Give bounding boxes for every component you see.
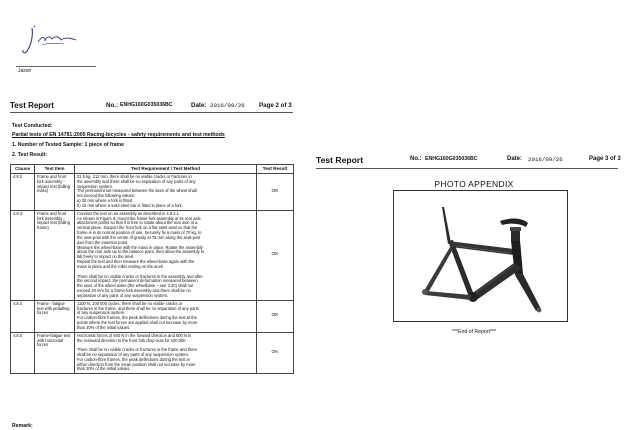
remark-label: Remark: [12,423,33,429]
report-header [316,155,636,167]
requirement-line: Horizontal forces of 600 N in the forward direction and 600 N in [77,332,192,338]
clause-cell: 4.8.2 [11,174,35,211]
requirement-line: than 20% of the initial values. [77,324,131,330]
clause-cell: 4.8.4 [11,300,35,332]
header-rule [10,112,293,113]
requirement-line: about the rear axle up to the balance point, then allow the assembly to [77,249,205,255]
requirement-line: the axes of the wheel axles (the wheelbase – see 3.20) shall not [77,283,194,289]
requirement-cell [75,210,257,300]
report-no-value: ENHG160G035036BC [120,102,173,108]
clause-cell: 4.8.3 [11,210,35,300]
requirement-line: the rearward direction to the front fork drop-outs for 100,000 [77,337,186,343]
column-header-requirement: Test Requirement / Test Method [75,165,257,174]
requirement-line: shall be no separation of any parts of any suspension system. [77,351,189,357]
frame-photo [393,190,568,322]
page-number: Page 2 of 3 [259,102,292,109]
requirement-line: 1100 N, 100 000 cycles, there shall be no visible cracks or [77,300,183,306]
report-page-3 [308,0,640,430]
report-page-2 [0,0,300,430]
result-cell: OK [257,174,294,211]
requirement-line: of any suspension system. [77,310,126,316]
result-cell: OK [257,210,294,300]
requirement-line: As shown in Figure 8, mount the frame-fork assembly at its rear axle [77,215,201,221]
requirement-line: points where the test forces are applied shall not increase by more [77,320,198,326]
requirement-line: vertical plane. Support the front fork on a flat steel anvil so that the [77,225,198,231]
requirement-line: the seat-post with the centre of gravity at 75 mm along the seat-post [77,234,201,240]
requirement-line: the second impact, the permanent deformation measured between [77,278,198,284]
requirement-line: the assembly and there shall be no separation of any parts of any [77,178,196,184]
requirement-line: than 20% of the initial values. [77,366,131,372]
requirement-line: There shall be no visible cracks or fractures in the frame and there [77,347,198,353]
requirement-line: not exceed the following values: [77,193,136,199]
column-header-clause: Clause [11,165,35,174]
requirement-line: fractures in the frame, and there shall be no separation of any parts [77,305,199,311]
report-header [10,101,296,111]
report-date-label: Date: [507,156,523,162]
clause-cell: 4.8.5 [11,332,35,374]
column-header-test-item: Test Item [35,165,75,174]
requirement-line: Conduct the test on an assembly as described in 4.8.2.1. [77,210,181,216]
test-item-cell: Frame-fatigue test with horizontal forces [35,332,75,374]
result-cell: OK [257,300,294,332]
requirement-line: mass in place and the roller resting on the anvil. [77,263,164,269]
requirement-cell [75,174,257,211]
report-title: Test Report [316,155,364,165]
table-header-row [11,165,294,174]
table-row [11,174,294,211]
requirement-cell [75,332,257,374]
photo-appendix-title: PHOTO APPENDIX [434,179,514,189]
test-item-cell: Frame and front fork assembly - impact test (falling frame) [35,210,75,300]
requirement-line: separation of any parts of any suspension system. [77,292,169,298]
report-no-label: No.: [410,156,422,162]
requirement-line: The permanent set measured between the axes of the wheel shall [77,188,197,194]
result-cell: OK [257,332,294,374]
requirement-line: Repeat the test and then measure the wheel-base again with the [77,259,195,265]
report-date-label: Date: [191,102,207,109]
table-row [11,210,294,300]
requirement-line: b) 15 mm where a solid steel bar is fitted in place of a fork. [77,202,183,208]
requirement-line: attachment points so that it is free to rotate about the rear axle in a [77,220,198,226]
requirement-cell [75,300,257,332]
requirement-line: Measure the wheel-base with the mass in place. Rotate the assembly [77,244,203,250]
signature-name: Jason [18,68,32,74]
requirement-line: fall freely to impact on the anvil. [77,254,135,260]
test-item-cell: Frame - fatigue test with pedalling forces [35,300,75,332]
requirement-line: exceed 10 mm for a frame-fork assembly and there shall be no [77,288,191,294]
report-no-label: No.: [106,102,119,109]
requirement-line: axis from the insertion point. [77,239,129,245]
requirement-line: For carbon-fibre frames, the peak deflections during the test at the [77,315,197,321]
report-date-value: 2016/09/26 [210,102,245,109]
requirement-line: frame is in its normal position of use. Securely fix a mass of 70 kg, to [77,230,202,236]
test-result-table [10,164,294,374]
header-rule [316,168,618,169]
test-result-heading: 2. Test Result: [12,152,48,158]
requirement-line: a) 30 mm where a fork is fitted [77,198,133,204]
standard-title: Partial tests of EN 14781:2005 Racing-bicycles - safety requirements and test methods [12,132,225,138]
report-title: Test Report [10,101,54,110]
end-of-report: ***End of Report*** [451,329,497,335]
requirement-line: 22.5 kg, 212 mm, there shall be no visible cracks or fractures in [77,174,192,179]
page-number: Page 3 of 3 [589,156,621,162]
requirement-line: suspension system. [77,183,113,189]
requirement-line: either direction from the mean position shall not increase by more [77,361,196,367]
handwritten-signature [18,24,88,60]
sample-count: 1. Number of Tested Sample: 1 piece of frame [12,142,125,148]
test-conducted-label: Test Conducted: [12,123,53,129]
signature-line [16,66,96,67]
test-item-cell: Frame and front fork assembly - impact test (falling mass) [35,174,75,211]
report-no-value: ENHG160G035036BC [425,156,478,162]
requirement-line: There shall be no visible cracks or fractures in the assembly and after [77,273,203,279]
table-row [11,300,294,332]
table-row [11,332,294,374]
bicycle-frame-icon [394,191,569,323]
requirement-line: For carbon-fibre frames, the peak deflections during the test in [77,356,190,362]
column-header-result: Test Result [257,165,294,174]
report-date-value: 2016/09/26 [528,156,563,163]
